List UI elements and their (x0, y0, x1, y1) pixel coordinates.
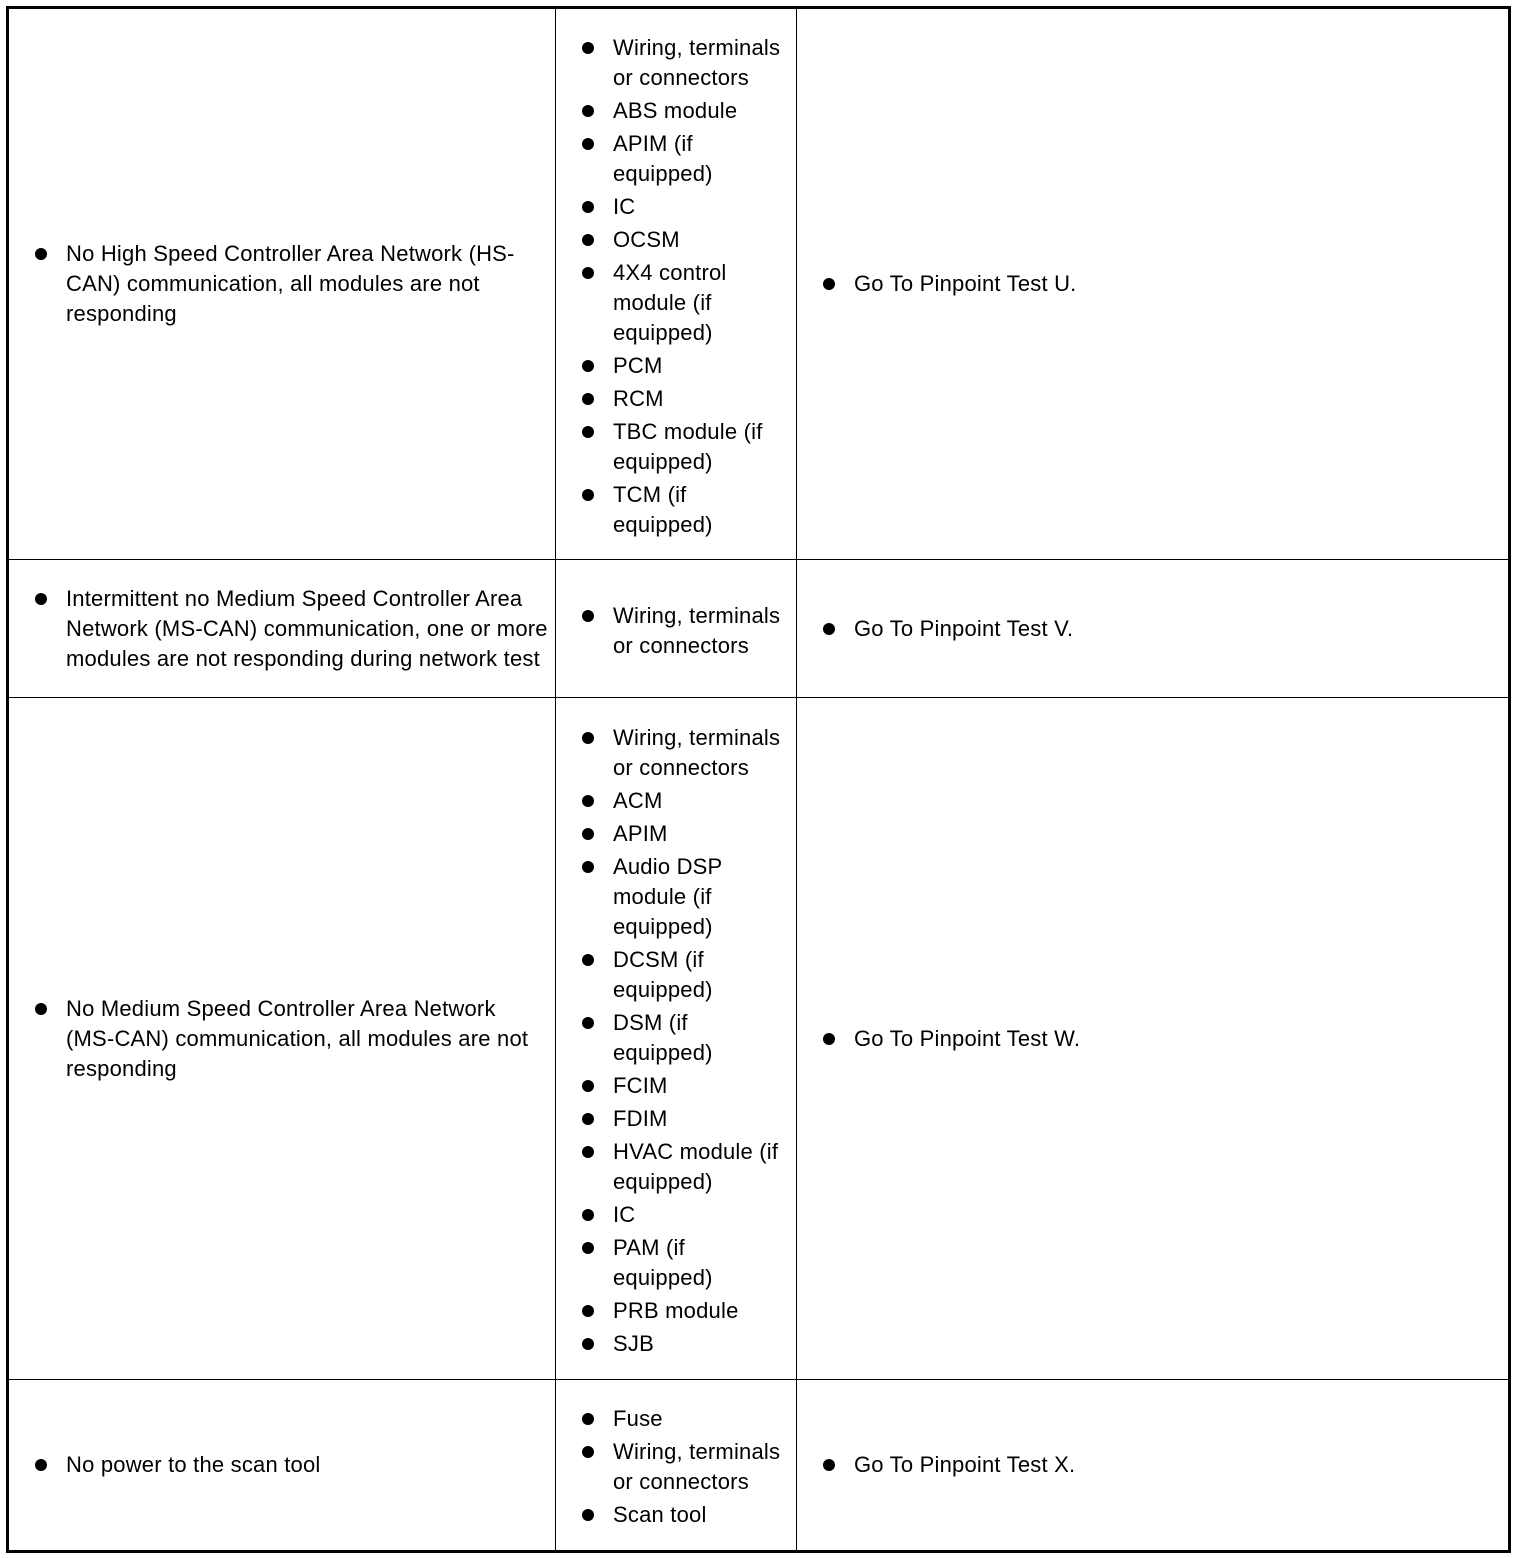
possible-source-item: TCM (if equipped) (556, 480, 796, 540)
action-link[interactable]: Go To Pinpoint Test V. (797, 614, 1508, 644)
symptom-text: No High Speed Controller Area Network (HS-CAN) communication, all modules are not responding (9, 239, 555, 329)
possible-source-item: PAM (if equipped) (556, 1233, 796, 1293)
action-cell (797, 1380, 1510, 1552)
possible-source-item: Scan tool (556, 1500, 796, 1530)
action-cell (797, 698, 1510, 1380)
symptom-text: No power to the scan tool (9, 1450, 555, 1480)
possible-source-item: APIM (556, 819, 796, 849)
possible-source-cell (556, 560, 797, 698)
symptom-text: Intermittent no Medium Speed Controller Area Network (MS-CAN) communication, one or more modules are not responding during network test (9, 584, 555, 674)
possible-source-cell (556, 1380, 797, 1552)
table-row (8, 698, 1510, 1380)
possible-source-cell (556, 8, 797, 560)
action-link[interactable]: Go To Pinpoint Test U. (797, 269, 1508, 299)
possible-source-item: APIM (if equipped) (556, 129, 796, 189)
action-link[interactable]: Go To Pinpoint Test X. (797, 1450, 1508, 1480)
possible-source-item: DCSM (if equipped) (556, 945, 796, 1005)
possible-source-item: Audio DSP module (if equipped) (556, 852, 796, 942)
symptom-cell (8, 1380, 556, 1552)
possible-source-cell (556, 698, 797, 1380)
table-row (8, 8, 1510, 560)
possible-source-item: Wiring, terminals or connectors (556, 723, 796, 783)
possible-source-item: SJB (556, 1329, 796, 1359)
possible-source-item: IC (556, 192, 796, 222)
action-cell (797, 8, 1510, 560)
possible-source-item: IC (556, 1200, 796, 1230)
possible-source-item: FDIM (556, 1104, 796, 1134)
symptom-cell (8, 8, 556, 560)
possible-source-item: ABS module (556, 96, 796, 126)
action-cell (797, 560, 1510, 698)
possible-source-item: DSM (if equipped) (556, 1008, 796, 1068)
possible-source-item: 4X4 control module (if equipped) (556, 258, 796, 348)
possible-source-item: Wiring, terminals or connectors (556, 33, 796, 93)
possible-source-item: ACM (556, 786, 796, 816)
possible-source-item: FCIM (556, 1071, 796, 1101)
symptom-cell (8, 698, 556, 1380)
possible-source-item: OCSM (556, 225, 796, 255)
possible-source-item: TBC module (if equipped) (556, 417, 796, 477)
symptom-text: No Medium Speed Controller Area Network (MS-CAN) communication, all modules are not responding (9, 994, 555, 1084)
table-row (8, 1380, 1510, 1552)
possible-source-item: PCM (556, 351, 796, 381)
symptom-cell (8, 560, 556, 698)
possible-source-item: RCM (556, 384, 796, 414)
possible-source-item: Wiring, terminals or connectors (556, 1437, 796, 1497)
possible-source-item: HVAC module (if equipped) (556, 1137, 796, 1197)
symptom-chart-table (6, 6, 1511, 1553)
table-row (8, 560, 1510, 698)
possible-source-item: Wiring, terminals or connectors (556, 601, 796, 661)
possible-source-item: PRB module (556, 1296, 796, 1326)
action-link[interactable]: Go To Pinpoint Test W. (797, 1024, 1508, 1054)
possible-source-item: Fuse (556, 1404, 796, 1434)
